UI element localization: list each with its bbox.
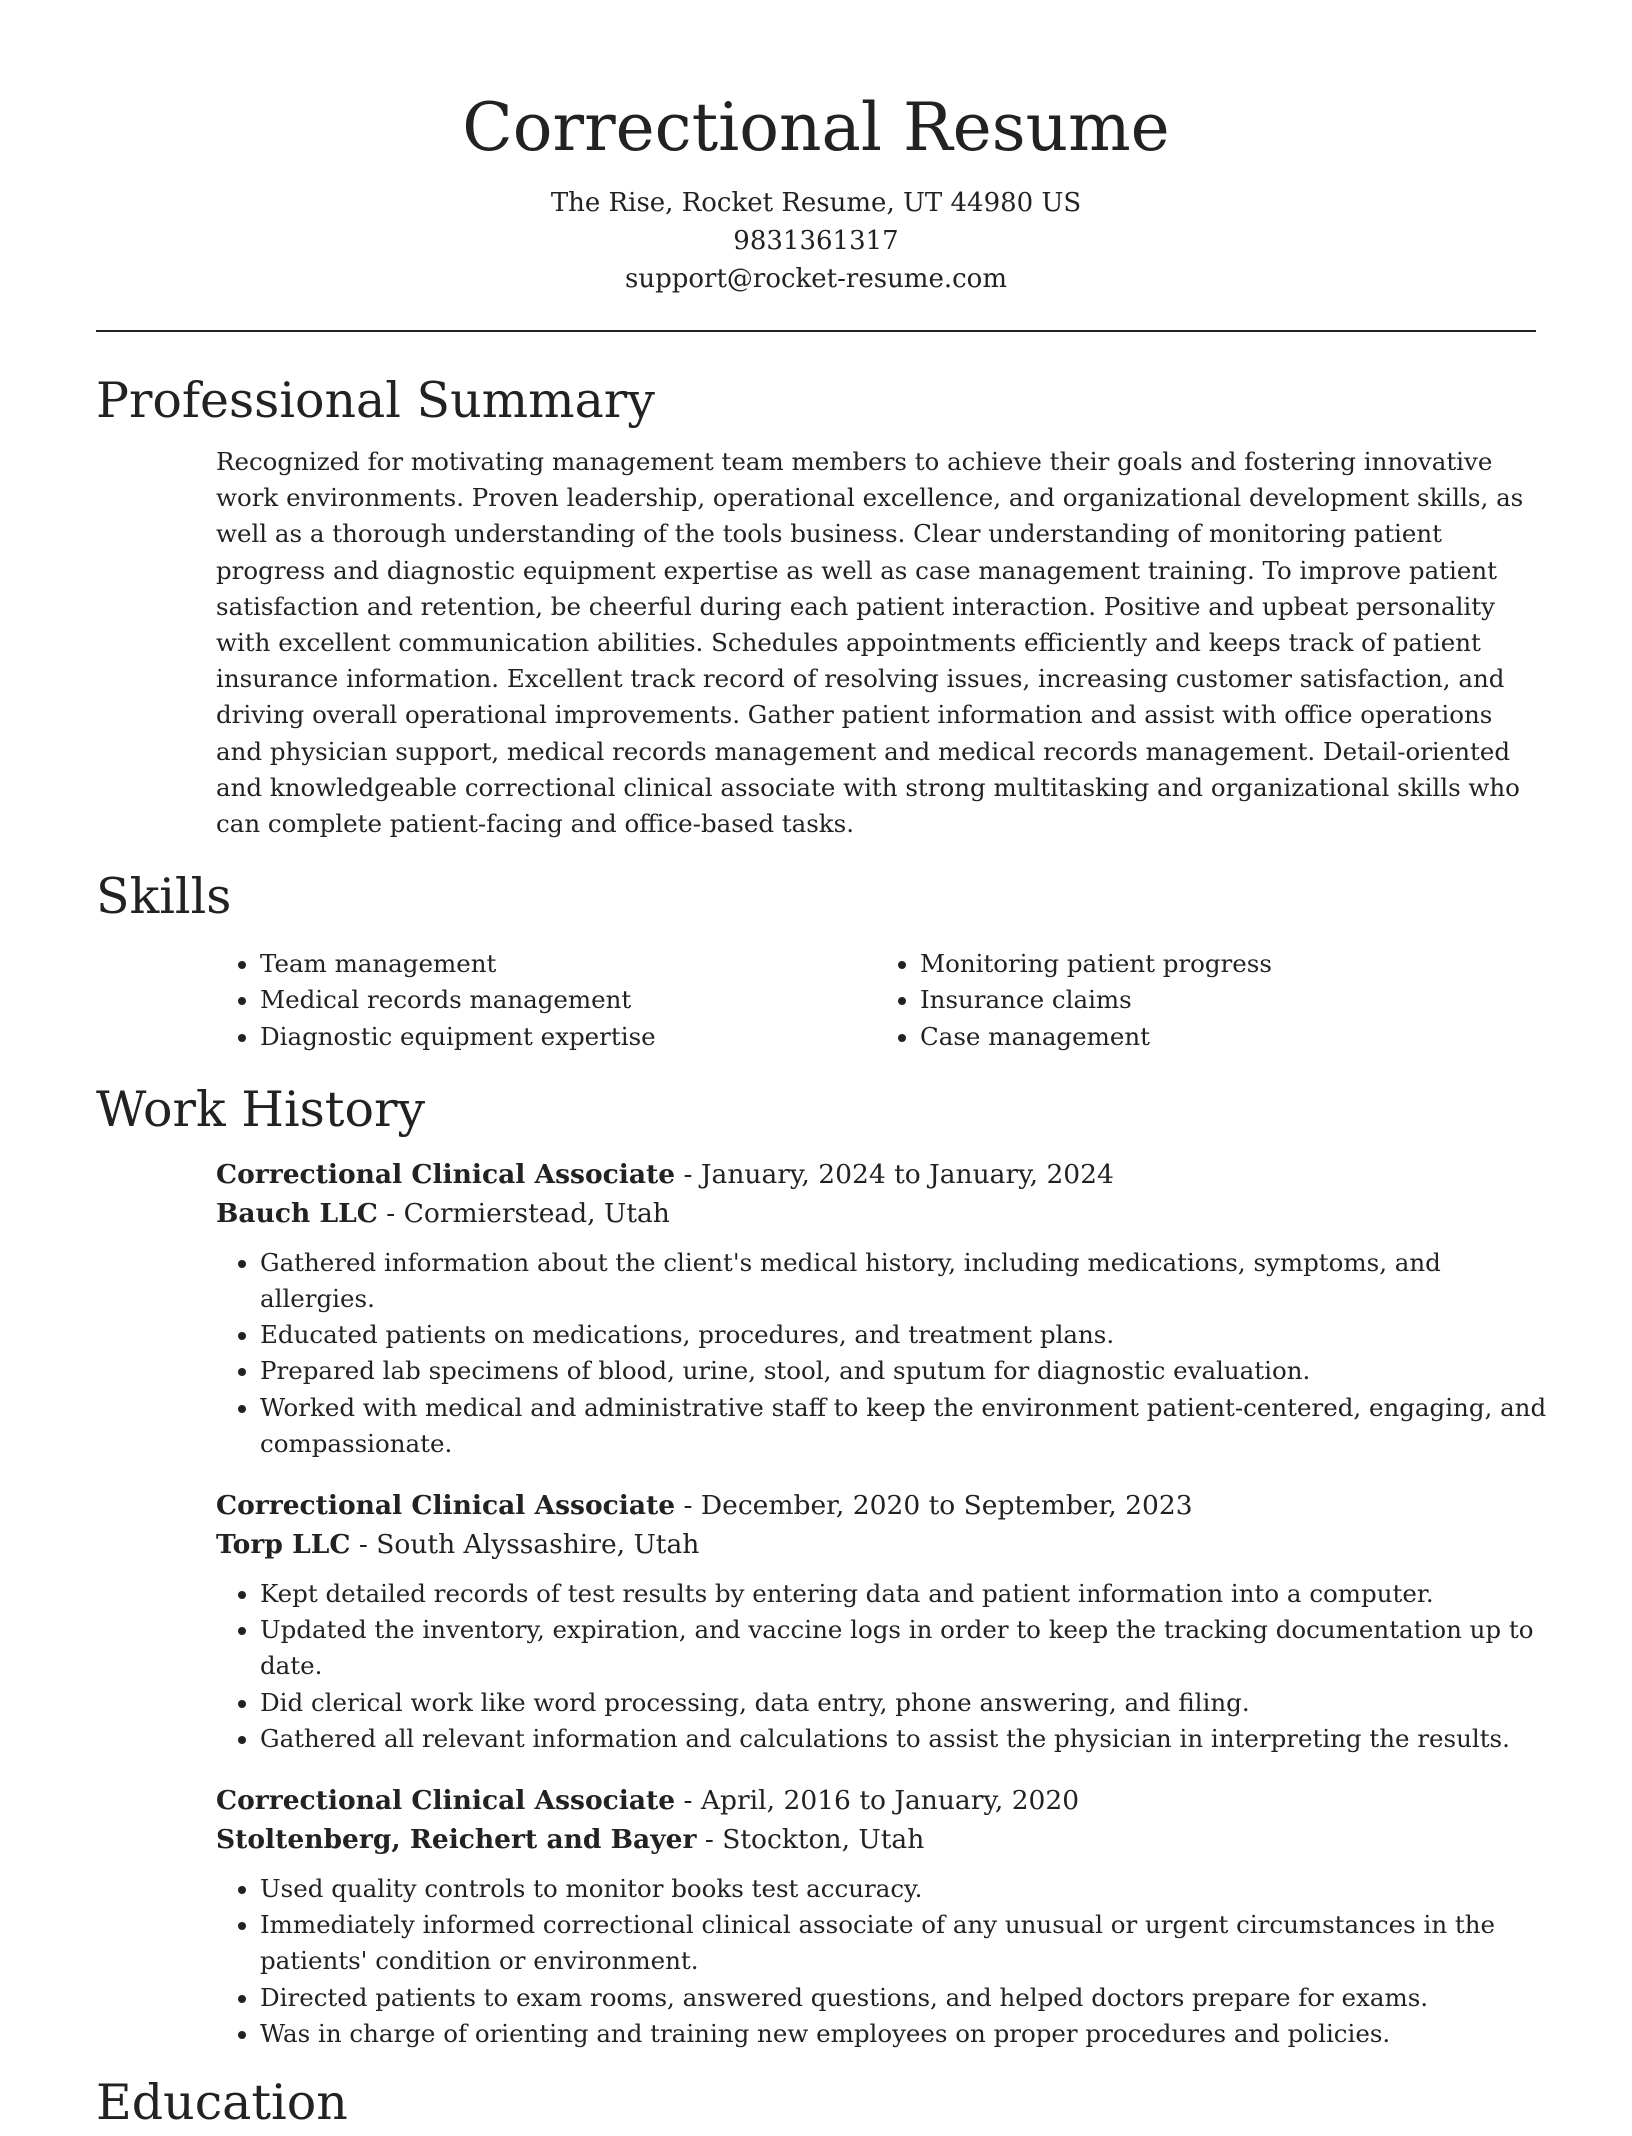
education-section [96,2070,1536,2136]
skill-item: • Medical records management [260,982,876,1018]
job-bullet: • Used quality controls to monitor books test accuracy. [260,1871,1550,1907]
skill-item: • Monitoring patient progress [920,946,1536,982]
job-company: Torp LLC [216,1529,351,1561]
job-bullets [216,1871,1550,2052]
job-dates: - January, 2024 to January, 2024 [675,1158,1114,1190]
job-title-line [216,1486,1536,1525]
job-bullet: • Gathered all relevant information and calculations to assist the physician in interpreting the results. [260,1721,1550,1757]
job-bullet: • Updated the inventory, expiration, and vaccine logs in order to keep the tracking documentation up to date. [260,1612,1550,1684]
resume-header [96,0,1536,298]
contact-email: support@rocket-resume.com [624,264,1007,294]
resume-name: Correctional Resume [462,89,1170,166]
job-title-line [216,1781,1536,1820]
resume-page [96,0,1547,2136]
contact-address: The Rise, Rocket Resume, UT 44980 US [550,188,1082,218]
contact-block [96,184,1536,298]
skills-grid [216,946,1536,1055]
job-bullet: • Prepared lab specimens of blood, urine, stool, and sputum for diagnostic evaluation. [260,1353,1550,1389]
header-divider [96,330,1536,332]
job-company: Bauch LLC [216,1197,378,1229]
job-bullet: • Educated patients on medications, procedures, and treatment plans. [260,1317,1550,1353]
job-location: - Stockton, Utah [696,1824,925,1856]
job-company-line [216,1820,1536,1859]
job-location: - Cormierstead, Utah [377,1197,670,1229]
job-location: - South Alyssashire, Utah [350,1529,700,1561]
job-company-line [216,1525,1536,1564]
work-history-section [96,1077,1547,2052]
job-bullet: • Immediately informed correctional clinical associate of any unusual or urgent circumstances in the patients' condition or environment. [260,1907,1550,1979]
job-dates: - December, 2020 to September, 2023 [675,1490,1193,1522]
summary-heading: Professional Summary [96,372,655,429]
skills-column-left [216,946,876,1055]
education-heading: Education [96,2074,348,2132]
work-history-heading: Work History [96,1080,426,1138]
job-title-line [216,1155,1536,1194]
job-title: Correctional Clinical Associate [216,1158,676,1190]
skill-item: • Insurance claims [920,982,1536,1018]
job-dates: - April, 2016 to January, 2020 [675,1785,1080,1817]
job-bullet: • Gathered information about the client's medical history, including medications, symptoms, and allergies. [260,1245,1550,1317]
job-entry [216,1486,1536,1757]
job-bullet: • Was in charge of orienting and training new employees on proper procedures and policies. [260,2016,1550,2052]
skill-item: • Team management [260,946,876,982]
job-title: Correctional Clinical Associate [216,1785,676,1817]
summary-text: Recognized for motivating management team members to achieve their goals and fostering innovative work environments. Proven leadership, operational excellence, and organizational development skills, as well as a thorough understanding of the tools business. Clear understanding of monitoring patient progress and diagnostic equipment expertise as well as case management training. To improve patient satisfaction and retention, be cheerful during each patient interaction. Positive and upbeat personality with excellent communication abilities. Schedules appointments efficiently and keeps track of patient insurance information. Excellent track record of resolving issues, increasing customer satisfaction, and driving overall operational improvements. Gather patient information and assist with office operations and physician support, medical records management and medical records management. Detail-oriented and knowledgeable correctional clinical associate with strong multitasking and organizational skills who can complete patient-facing and office-based tasks. [216,447,1524,839]
job-bullets [216,1576,1550,1757]
skill-item: • Diagnostic equipment expertise [260,1019,876,1055]
job-title: Correctional Clinical Associate [216,1490,676,1522]
skills-heading: Skills [96,868,232,926]
contact-phone: 9831361317 [733,226,899,256]
skill-item: • Case management [920,1019,1536,1055]
job-company: Stoltenberg, Reichert and Bayer [216,1824,697,1856]
job-company-line [216,1194,1536,1233]
job-entry [216,1155,1547,1462]
skills-column-right [876,946,1536,1055]
summary-section [96,368,1536,842]
job-entry [216,1781,1536,2052]
skills-section [96,864,1536,1055]
job-bullet: • Worked with medical and administrative staff to keep the environment patient-centered, engaging, and compassionate. [260,1390,1550,1462]
job-bullet: • Did clerical work like word processing, data entry, phone answering, and filing. [260,1685,1550,1721]
job-bullet: • Directed patients to exam rooms, answered questions, and helped doctors prepare for exams. [260,1980,1550,2016]
job-bullets [216,1245,1550,1462]
job-bullet: • Kept detailed records of test results by entering data and patient information into a computer. [260,1576,1550,1612]
